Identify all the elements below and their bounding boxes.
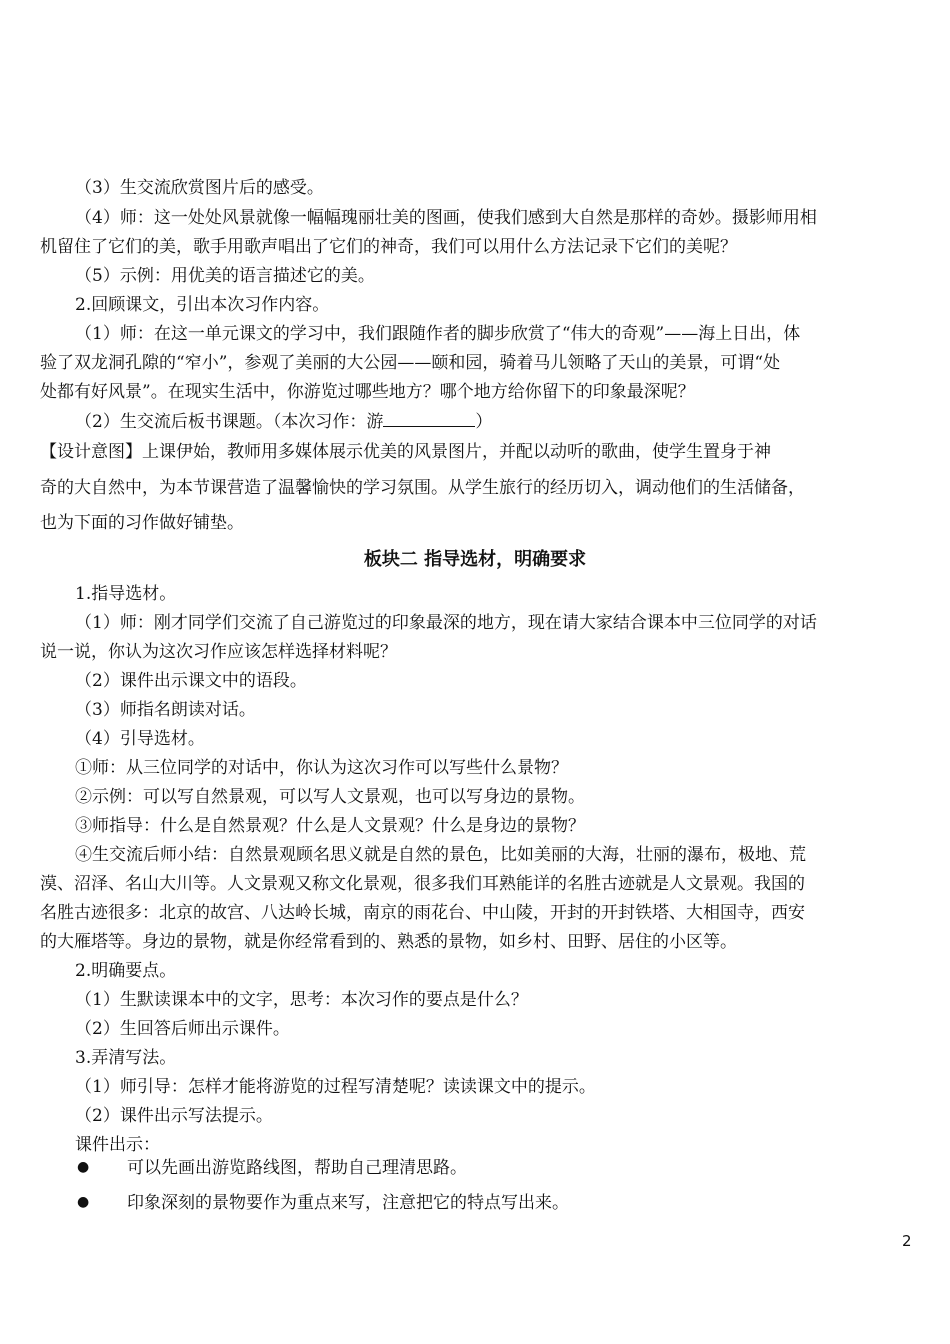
design-intent-line: 【设计意图】上课伊始，教师用多媒体展示优美的风景图片，并配以动听的歌曲，使学生置身于神 — [40, 442, 771, 462]
design-intent-line: 也为下面的习作做好铺垫。 — [40, 513, 244, 533]
section-heading: 板块二 指导选材，明确要求 — [363, 549, 587, 570]
paragraph-line: 课件出示： — [75, 1135, 160, 1155]
paragraph-line: 机留住了它们的美，歌手用歌声唱出了它们的神奇，我们可以用什么方法记录下它们的美呢？ — [40, 237, 737, 257]
topic-prefix: （2）生交流后板书课题。（本次习作：游 — [75, 412, 384, 432]
paragraph-line: 3.弄清写法。 — [75, 1048, 177, 1068]
fill-blank — [383, 410, 475, 427]
paragraph-line: （4）引导选材。 — [75, 729, 205, 749]
paragraph-line — [75, 410, 492, 433]
paragraph-line: ④生交流后师小结：自然景观顾名思义就是自然的景色，比如美丽的大海，壮丽的瀑布，极地、荒 — [75, 845, 806, 865]
paragraph-line: （1）师：刚才同学们交流了自己游览过的印象最深的地方，现在请大家结合课本中三位同学的对话 — [75, 613, 817, 633]
bullet-dot-icon: ● — [77, 1194, 90, 1210]
paragraph-line: （3）生交流欣赏图片后的感受。 — [75, 178, 324, 198]
topic-suffix: ） — [475, 412, 493, 432]
paragraph-line: （2）课件出示课文中的语段。 — [75, 671, 307, 691]
page-number: 2 — [902, 1232, 912, 1250]
paragraph-line: （2）课件出示写法提示。 — [75, 1106, 273, 1126]
paragraph-line: 2.明确要点。 — [75, 961, 177, 981]
paragraph-line: （5）示例：用优美的语言描述它的美。 — [75, 266, 375, 286]
paragraph-line: （1）生默读课本中的文字，思考：本次习作的要点是什么？ — [75, 990, 528, 1010]
paragraph-line: 1.指导选材。 — [75, 584, 177, 604]
paragraph-line: （3）师指名朗读对话。 — [75, 700, 256, 720]
paragraph-line: ③师指导：什么是自然景观？什么是人文景观？什么是身边的景物？ — [75, 816, 585, 836]
paragraph-line: ①师：从三位同学的对话中，你认为这次习作可以写些什么景物？ — [75, 758, 568, 778]
paragraph-line: ②示例：可以写自然景观，可以写人文景观，也可以写身边的景物。 — [75, 787, 585, 807]
paragraph-line: （2）生回答后师出示课件。 — [75, 1019, 290, 1039]
paragraph-line: （1）师引导：怎样才能将游览的过程写清楚呢？读读课文中的提示。 — [75, 1077, 596, 1097]
bullet-dot-icon: ● — [77, 1159, 90, 1175]
paragraph-line: （4）师：这一处处风景就像一幅幅瑰丽壮美的图画，使我们感到大自然是那样的奇妙。摄影师用相 — [75, 208, 817, 228]
paragraph-line: 漠、沼泽、名山大川等。人文景观又称文化景观，很多我们耳熟能详的名胜古迹就是人文景观。我国的 — [40, 874, 805, 894]
paragraph-line: 名胜古迹很多：北京的故宫、八达岭长城，南京的雨花台、中山陵，开封的开封铁塔、大相国寺，西安 — [40, 903, 805, 923]
paragraph-line: 的大雁塔等。身边的景物，就是你经常看到的、熟悉的景物，如乡村、田野、居住的小区等。 — [40, 932, 737, 952]
paragraph-line: 验了双龙洞孔隙的“窄小”，参观了美丽的大公园——颐和园，骑着马儿领略了天山的美景，可谓“处 — [40, 353, 781, 373]
paragraph-line: （1）师：在这一单元课文的学习中，我们跟随作者的脚步欣赏了“伟大的奇观”——海上日出，体 — [75, 324, 801, 344]
bullet-item: 印象深刻的景物要作为重点来写，注意把它的特点写出来。 — [127, 1193, 569, 1213]
bullet-item: 可以先画出游览路线图，帮助自己理清思路。 — [127, 1158, 467, 1178]
design-intent-line: 奇的大自然中，为本节课营造了温馨愉快的学习氛围。从学生旅行的经历切入，调动他们的生活储备， — [40, 478, 805, 498]
paragraph-line: 说一说，你认为这次习作应该怎样选择材料呢？ — [40, 642, 397, 662]
paragraph-line: 处都有好风景”。在现实生活中，你游览过哪些地方？哪个地方给你留下的印象最深呢？ — [40, 382, 695, 402]
paragraph-line: 2.回顾课文，引出本次习作内容。 — [75, 295, 330, 315]
